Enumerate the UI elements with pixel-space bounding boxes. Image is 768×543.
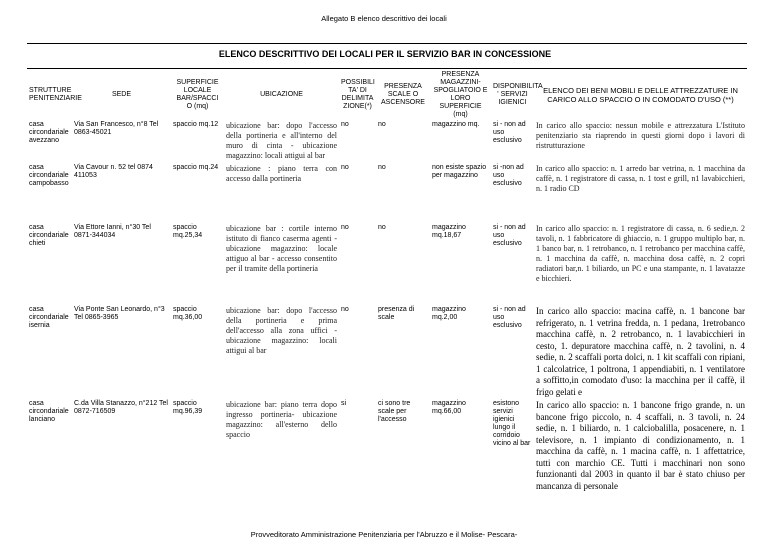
- col-header-scale: PRESENZA SCALE O ASCENSORE: [381, 83, 425, 106]
- col-header-sede: SEDE: [111, 91, 132, 98]
- cell-servizi: esistono servizi igienici lungo il corridoio vicino al bar: [493, 400, 531, 447]
- cell-beni: In carico allo spaccio: nessun mobile e attrezzatura L'Istituto penitenziario sta riaprendo in questi giorni dopo i lavori di ristrutturazione: [536, 121, 745, 150]
- table-header-row: [27, 70, 747, 120]
- cell-scale: presenza di scale: [378, 306, 415, 321]
- col-header-beni: ELENCO DEI BENI MOBILI E DELLE ATTREZZATURE IN CARICO ALLO SPACCIO O IN COMODATO D'USO (**): [543, 86, 738, 104]
- cell-servizi: si - non ad uso esclusivo: [493, 224, 526, 247]
- cell-servizi: si - non ad uso esclusivo: [493, 121, 526, 144]
- col-header-delimitazione: POSSIBILI TA' DI DELIMITA ZIONE(*): [341, 79, 375, 110]
- cell-scale: ci sono tre scale per l'accesso: [378, 400, 411, 423]
- cell-sede: C.da Villa Stanazzo, n°212 Tel 0872-716509: [74, 400, 168, 415]
- table-row: [27, 399, 747, 519]
- col-header-strutture: STRUTTURE PENITENZIARIE: [29, 87, 82, 102]
- cell-delimitazione: no: [341, 224, 349, 231]
- title-rule: [27, 68, 747, 69]
- cell-magazzini: magazzino mq.66,00: [432, 400, 466, 415]
- cell-scale: no: [378, 224, 386, 231]
- cell-struttura: casa circondariale avezzano: [29, 121, 69, 144]
- locali-table: [27, 70, 747, 519]
- top-rule: [27, 43, 747, 44]
- cell-sede: Via Cavour n. 52 tel 0874 411053: [74, 164, 153, 179]
- cell-ubicazione: ubicazione bar : cortile interno istituto di fianco caserma agenti -ubicazione magazzino: locale attiguo al bar - accesso consentito per il tramite della portineria: [226, 224, 337, 273]
- cell-magazzini: magazzino mq.2,00: [432, 306, 466, 321]
- cell-ubicazione: ubicazione bar: piano terra dopo ingresso portineria- ubicazione magazzino: all'esterno dello spaccio: [226, 400, 337, 439]
- cell-superficie: spaccio mq.24: [173, 164, 219, 171]
- table-row: [27, 223, 747, 305]
- cell-superficie: spaccio mq.36,00: [173, 306, 203, 321]
- col-header-servizi: DISPONIBILITA ' SERVIZI IGIENICI: [493, 83, 543, 106]
- cell-superficie: spaccio mq.96,39: [173, 400, 203, 415]
- cell-sede: Via Ponte San Leonardo, n°3 Tel 0865-3965: [74, 306, 165, 321]
- cell-delimitazione: si: [341, 400, 347, 407]
- col-header-superficie: SUPERFICIE LOCALE BAR/SPACCI O (mq): [176, 79, 219, 110]
- table-row: [27, 305, 747, 399]
- cell-ubicazione: ubicazione bar: dopo l'accesso della portineria e prima dell'accesso alla zona uffici - ubicazione magazzino: locali attigui al bar: [226, 306, 337, 355]
- cell-struttura: casa circondariale chieti: [29, 224, 69, 247]
- cell-beni: In carico allo spaccio: n. 1 arredo bar vetrina, n. 1 macchina da caffè, n. 1 registratore di cassa, n. 1 tost e grill, n1 lavabicchieri, n. 1 radio CD: [536, 164, 745, 193]
- cell-magazzini: non esiste spazio per magazzino: [432, 164, 487, 179]
- page-title: ELENCO DESCRITTIVO DEI LOCALI PER IL SERVIZIO BAR IN CONCESSIONE: [218, 49, 552, 59]
- cell-beni: In carico allo spaccio: n. 1 bancone frigo grande, n. un bancone frigo piccolo, n. 4 scaffali, n. 3 tavoli, n. 24 sedie, n. 1 biliardo, n. 1 calciobalilla, posacenere, n. 1 televisore, n. 1 impianto di condizionamento, n. 1 macchina da caffè, n. 1 macina caffè, n. 1 affettatrice, tutti con marchio CE. Tutti i macchinari non sono funzionanti dal 2003 in quanto il bar è stato chiuso per mancanza di personale: [536, 400, 745, 491]
- cell-beni: In carico allo spaccio: macina caffè, n. 1 bancone bar refrigerato, n. 1 vetrina fredda, n. 1 pedana, 1retrobanco macchina caffè, n. 2 retrobanco, n. 1 lavabicchieri in cesto, 1. depuratore macchina caffè, n. 2 tavolini, n. 4 sedie, n. 2 scaffali porta dolci, n. 1 kit scaffali con ripiani, 1 calcolatrice, 1 poltrona, 1 appendiabiti, n. 1 ventilatore a soffitto,in comodato d'uso: la macchina per il caffè, il frigo gelati e: [536, 306, 745, 397]
- cell-struttura: casa circondariale campobasso: [29, 164, 69, 187]
- footer-text: Provveditorato Amministrazione Penitenziaria per l'Abruzzo e il Molise- Pescara-: [250, 530, 518, 539]
- cell-sede: Via San Francesco, n°8 Tel 0863-45021: [74, 121, 159, 136]
- cell-magazzini: magazzino mq.: [432, 121, 480, 128]
- col-header-ubicazione: UBICAZIONE: [260, 91, 303, 98]
- cell-delimitazione: no: [341, 306, 349, 313]
- cell-struttura: casa circondariale isernia: [29, 306, 69, 329]
- cell-delimitazione: no: [341, 164, 349, 171]
- table-row: [27, 120, 747, 163]
- header-note: Allegato B elenco descrittivo dei locali: [321, 14, 447, 23]
- cell-superficie: spaccio mq.12: [173, 121, 219, 128]
- cell-sede: Via Ettore Ianni, n°30 Tel 0871-344034: [74, 224, 151, 239]
- cell-servizi: si -non ad uso esclusivo: [493, 164, 524, 187]
- cell-superficie: spaccio mq.25,34: [173, 224, 203, 239]
- table-row: [27, 163, 747, 223]
- cell-scale: no: [378, 164, 386, 171]
- cell-scale: no: [378, 121, 386, 128]
- cell-delimitazione: no: [341, 121, 349, 128]
- col-header-magazzini: PRESENZA MAGAZZINI-SPOGLIATOIO E LORO SUPERFICIE (mq): [433, 71, 488, 118]
- cell-struttura: casa circondariale lanciano: [29, 400, 69, 423]
- cell-servizi: si - non ad uso esclusivo: [493, 306, 526, 329]
- cell-beni: In carico allo spaccio: n. 1 registratore di cassa, n. 6 sedie,n. 2 tavoli, n. 1 fabbricatore di ghiaccio, n. 1 gruppo multiplo bar, n. 1 banco bar, n. 1 retrobanco, n. 1 retrobanco per macchina caffè, n. 1 macchina da caffè, n. macchina dosa caffè, n. 2 copri radiatori bar,n. 1 biliardo, un PC e una stampante, n. 1 lavatazze e bicchieri.: [536, 224, 745, 283]
- cell-ubicazione: ubicazione bar: dopo l'accesso della portineria e all'interno del muro di cinta - ubicazione magazzino: locali attigui al bar: [226, 121, 337, 160]
- cell-ubicazione: ubicazione : piano terra con accesso dalla portineria: [226, 164, 337, 183]
- cell-magazzini: magazzino mq.18,67: [432, 224, 466, 239]
